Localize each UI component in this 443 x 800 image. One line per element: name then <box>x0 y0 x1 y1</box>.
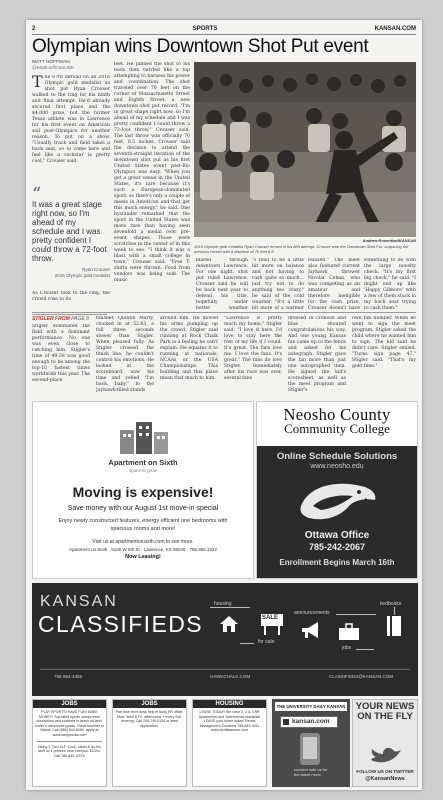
bird-icon <box>369 744 403 768</box>
article-column-1-bottom <box>32 291 110 309</box>
article-col4-text: "I tend to be a little bit more on balance and not having to rush quite so much... just try not to do anything too crazy," he said of the cold weather. "It's a little bit more of a warmer <box>252 258 304 310</box>
classifieds-banner <box>32 583 418 696</box>
byline-name: MATT HOFFMAN <box>32 60 70 65</box>
jump-col2-text: finisher, Quintin Marty, clocked in at 52.63, a full three seconds slower than Stigler. When pleased fully. As Stigler crossed the finish line, he couldn't control his emotions. He looked at the scoreboard, saw his time and yelled "I'm back, baby," to the Jayhawk-filled stands <box>96 316 154 393</box>
article-col5-text: relaxed." The meet also featured current Jayhawk thrower Nicolai Ceban, who was competing as an amateur and therefore ineligible for the cash prize. Crouser doesn't have <box>308 258 360 310</box>
kansan-logo-mark <box>283 719 289 725</box>
classifieds-word1: KANSAN <box>40 593 118 610</box>
shot-put-photo <box>194 62 416 237</box>
jump-column-3 <box>160 316 218 396</box>
college-name-line2: Community College <box>284 421 390 436</box>
classified-box-header: JOBS <box>33 700 106 708</box>
classifieds-footer-rule <box>40 669 410 670</box>
apartment-features: Enjoy newly constructed features, energy efficient one bedrooms with spacious rooms and more! <box>58 518 228 532</box>
college-phone: 785-242-2067 <box>308 542 366 552</box>
classifieds-line <box>240 643 254 644</box>
news-ad-handle[interactable]: @KansanNews <box>365 776 405 782</box>
article-column-2 <box>114 62 190 308</box>
jump-column-1 <box>32 324 90 396</box>
classified-box-divider <box>37 741 102 742</box>
pull-quote <box>32 184 110 278</box>
byline <box>32 60 110 72</box>
college-name-line1: Neosho County <box>283 405 391 424</box>
college-enrollment: Enrollment Begins March 16th <box>279 558 395 567</box>
quote-mark-icon: “ <box>32 184 42 205</box>
news-ad-follow: FOLLOW US ON TWITTER <box>356 769 414 774</box>
apartment-visit: Visit us at apartmentonsixth.com to see more. <box>92 539 194 545</box>
classifieds-phone: 785-864-4358 <box>54 674 83 679</box>
article-column-1 <box>32 75 110 187</box>
sale-sign-text: SALE <box>262 615 279 621</box>
classified-box-header: HOUSING <box>193 700 266 708</box>
article-lead: he 67th deroad on an 2016 Olympic gold medalist as shot put Ryan Crouser walked to the ring for his ninth and final attempt. He'd already secured first place and the $4,000 prize, but the former Texas athlete was in Lawrence for his first event on American soil post-Olympics for another reason. <box>32 75 110 140</box>
article-col1-body: To put on a show. "Usually track and field takes a back seat, so to come here and feel like a rockstar is pretty cool," Crouser said. <box>32 135 110 164</box>
pull-quote-title: 2016 Olympic gold medalist <box>54 272 110 278</box>
classifieds-line <box>394 607 395 615</box>
jump-col6-text: own bib number. When he went to sign the meet program, Stigler asked the child where he wanted him to sign. The kid said he didn't care. Stigler smiled. "Turns sign page 47," Stigler said. "That's my gold time." <box>352 316 416 369</box>
category-housing[interactable]: housing <box>214 601 232 607</box>
megaphone-icon <box>300 621 322 639</box>
jump-col1-text: Stigler dominated the field with a dominant performance. No one was even close to catching him. Stigler's time of 49.58 was good enough to be among the top-10 fastest times worldwide this year. The second-place <box>32 324 90 383</box>
category-for-sale[interactable]: for sale <box>258 639 275 645</box>
article-headline: Olympian wins Downtown Shot Put event <box>32 36 369 57</box>
pull-quote-name: Ryan Crouser <box>82 267 110 272</box>
category-announcements[interactable]: announcements <box>294 610 330 616</box>
classified-box-jobs-2 <box>112 699 187 787</box>
apartment-leasing: Now Leasing! <box>125 554 161 560</box>
jump-label: STIGLER FROM <box>32 316 70 322</box>
section-name: SPORTS <box>192 25 218 32</box>
article-column-3 <box>196 258 248 310</box>
drop-cap: T <box>32 75 43 91</box>
apartment-address: Apartment on Sixth · 5100 W 6th St · Lawrence, KS 66049 · 785.856.3322 <box>68 547 218 552</box>
classifieds-line <box>210 607 250 608</box>
article-col6-text: something to do with the large novelty check. "It's my first big check," he said. "I might end up like 'Happy Gilmore' with a few of them stuck in my back seat trying to cash them." <box>364 258 416 310</box>
apartment-headline: Moving is expensive! <box>72 484 214 500</box>
apartment-logo <box>33 402 253 480</box>
classifieds-line <box>356 649 374 650</box>
classified-box-body-2: Hiring 3-7pm M-F. Cook, clean & do fun stuff w/ 1 preteen near campus. $10/hr. Call 785-840-XXXX <box>38 744 101 758</box>
apartment-offer: Save money with our August 1st move-in special <box>67 505 219 512</box>
apartment-building-icon <box>114 420 174 454</box>
twitter-news-ad[interactable] <box>352 699 418 787</box>
apartment-tagline: space to grow <box>128 468 157 473</box>
briefcase-icon <box>338 623 360 641</box>
section-divider <box>32 312 416 313</box>
category-jobs[interactable]: jobs <box>342 645 352 651</box>
page-number: 2 <box>32 25 36 32</box>
classifieds-email[interactable]: CLASSIFIEDS@KANSAN.COM <box>329 674 394 679</box>
classified-listings-row <box>32 699 418 787</box>
jump-col4-text: "Lawrence is pretty much my home," Stigler said. "I love it here. I'd love to stay here the rest of my life if I could. It's great. The fans love me. I love the fans. It's great." The fans do love Stigler. Immediately after his race was over, several fans <box>224 316 282 381</box>
jump-col3-text: around him. He moved his arms pumping up the crowd. Stigler said running at Rock Chalk Park is a feeling he can't explain. He equates it to running at nationals, NCAAs or the USA Championships. This building and this place mean that much to him. <box>160 316 218 381</box>
kansan-ad-title: THE UNIVERSITY DAILY KANSAN <box>276 704 346 709</box>
newspaper-page <box>26 20 422 790</box>
kansan-logo <box>280 716 338 728</box>
page-folio <box>32 23 416 35</box>
college-schedule: Online Schedule Solutions <box>276 451 398 462</box>
house-icon <box>219 615 239 633</box>
article-col1-bottom-text: As Crouser took to the ring, the crowd rose to its <box>32 291 110 302</box>
classifieds-website[interactable]: HAWKCHALK.COM <box>210 674 251 679</box>
jump-column-4 <box>224 316 282 396</box>
apartment-brand: Apartment on Sixth <box>108 458 178 467</box>
photo-credit: Andrew Rosenthal/KANSAN <box>362 238 416 243</box>
category-textbooks[interactable]: textbooks <box>380 601 402 607</box>
book-icon <box>386 615 402 637</box>
kansan-ad-sub: connect with us for the latest news <box>294 767 328 777</box>
kansan-web-ad[interactable] <box>272 699 350 787</box>
news-ad-title: YOUR NEWS ON THE FLY <box>355 701 415 722</box>
classifieds-line <box>336 614 376 615</box>
article-column-5 <box>308 258 360 310</box>
jump-page: PAGE 8 <box>71 316 89 322</box>
article-col3-text: blared through downtown Lawrence. For one night, shot put ruled Lawrence. Crouser said he will be back next year to defend his title, hopefully under better weather <box>196 258 248 310</box>
pull-quote-attribution <box>32 267 110 278</box>
classified-box-body: Part time front desk help in busy ER office. Mon, Wed & Fri. afternoons + every Sat. morning. Call 785-749-0130 or send application. <box>115 710 184 728</box>
pull-quote-text: It was a great stage right now, so I'm ahead of my schedule and I was pretty confident I could throw a 72-foot throw. <box>32 200 107 263</box>
kansan-logo-text: kansan.com <box>292 718 330 725</box>
site-name: KANSAN.COM <box>374 25 416 32</box>
photo-caption: 2016 Olympic gold medalist Ryan Crouser throws in his fifth attempt. Crouser won the Downtown Shot Put, outpacing the previous record with a distance of 70 feet 8.5. <box>194 244 409 254</box>
college-ad[interactable] <box>256 401 418 579</box>
article-col2-text: feet. He pinned the shot to his neck then twirled like a top attempting to harness his power and coordination. The shot traveled over 70 feet on the corner of Massachusetts Street and Eighth Street, a new downtown shot put record. "I'm in great shape right now, so I'm ahead of my schedule and I was pretty confident I could throw a 72-foot throw," Crouser said. The last throw was officially 70 feet, 8.5 inches. Crouser said the decision to attend the seventh-straight iteration of the downtown shot put as his first United States event post-Rio Olympics was easy. "When you get a great venue in the United States, it's rare because it's such a European-dominated sport, so there's only a couple of meets in American and that get this much energy," he said. One bystander remarked that the sport in the United States was more rare than having seen sevenfold a medal over pre-event shapes. Those were scratches to the center of in this week to see. "I think it was a blast with a small college in town," Crouser said. "Free T-shirts were thrown. Food from vendors was being sold. The music <box>114 62 190 283</box>
article-column-4 <box>252 258 304 310</box>
apartment-ad[interactable] <box>32 401 254 579</box>
article-column-6 <box>364 258 416 310</box>
classified-box-housing <box>192 699 267 787</box>
jump-column-6 <box>352 316 416 396</box>
classified-box-body: PLAY SPORTS! HAVE FUN! MAKE MONEY! Top-rated sports camps seek counselors and coaches to teach all land, water & adventure sports. Great summer in Maine! Call (888) 844-8080, apply at www.campcedar.com <box>35 710 104 737</box>
classified-box-jobs-1 <box>32 699 107 787</box>
classified-box-header: JOBS <box>113 700 186 708</box>
jump-col5-text: dressed in crimson and blue shouted congratulations his way. And one young Kansas fan came up to the fence and asked for his autograph. Stigler gave the fan more than just one autographed item. He signed the kid's scoresheet, as well as the meet program and Stigler's <box>288 316 346 393</box>
jump-column-2 <box>96 316 154 396</box>
classifieds-word2: CLASSIFIEDS <box>38 611 203 637</box>
panther-icon <box>295 476 381 528</box>
college-office: Ottawa Office <box>304 530 370 541</box>
college-url: www.neosho.edu <box>310 463 364 470</box>
phone-icon <box>296 732 326 766</box>
classified-box-body: LEASE TODAY! We have 1, 2 & 3 BR Apartments and Townhomes available! LEASE your home today! Rental Management Solutions 785-843-0011 www.rentlawrence.com <box>198 710 261 733</box>
byline-handle: @MattHoffmanUDK <box>32 66 75 71</box>
jump-column-5 <box>288 316 346 396</box>
